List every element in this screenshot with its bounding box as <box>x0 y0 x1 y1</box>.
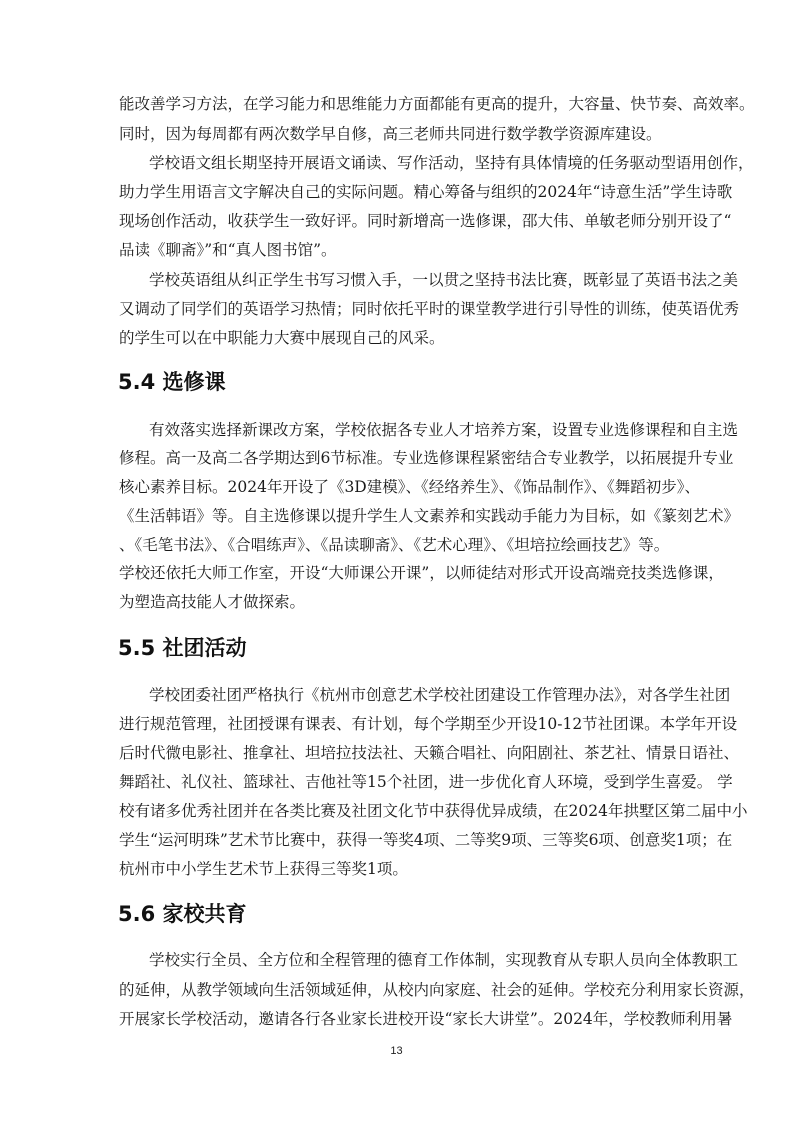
paragraph-line: 杭州市中小学生艺术节上获得三等奖1项。 <box>119 860 408 878</box>
section-heading-5-6: 5.6 家校共育 <box>118 902 247 926</box>
paragraph-line: 助力学生用语言文字解决自己的实际问题。精心筹备与组织的2024年“诗意生活”学生诗歌 <box>119 183 733 201</box>
paragraph-line: 为塑造高技能人才做探索。 <box>119 593 306 611</box>
paragraph-line: 品读《聊斋》”和“真人图书馆”。 <box>119 241 337 259</box>
paragraph-line: 核心素养目标。2024年开设了《3D建模》、《经络养生》、《饰品制作》、《舞蹈初步》、 <box>119 478 700 496</box>
paragraph-line: 学校团委社团严格执行《杭州市创意艺术学校社团建设工作管理办法》，对各学生社团 <box>149 686 731 704</box>
paragraph-line: 校有诸多优秀社团并在各类比赛及社团文化节中获得优异成绩，在2024年拱墅区第二届中小 <box>119 802 748 820</box>
paragraph-line: 有效落实选择新课改方案，学校依据各专业人才培养方案，设置专业选修课程和自主选 <box>149 421 739 439</box>
paragraph-line: 修程。高一及高二各学期达到6节标准。专业选修课程紧密结合专业教学，以拓展提升专业 <box>119 449 734 467</box>
paragraph-line: 开展家长学校活动，邀请各行各业家长进校开设“家长大讲堂”。2024年，学校教师利用暑 <box>119 1010 733 1028</box>
paragraph-line: 学生“运河明珠”艺术节比赛中，获得一等奖4项、二等奖9项、三等奖6项、创意奖1项；在 <box>119 831 733 849</box>
paragraph-line: 进行规范管理，社团授课有课表、有计划，每个学期至少开设10-12节社团课。本学年开设 <box>119 715 738 733</box>
paragraph-line: 又调动了同学们的英语学习热情；同时依托平时的课堂教学进行引导性的训练，使英语优秀 <box>119 300 740 318</box>
paragraph-line: 的学生可以在中职能力大赛中展现自己的风采。 <box>119 329 445 347</box>
section-heading-5-5: 5.5 社团活动 <box>118 636 247 660</box>
paragraph-line: 后时代微电影社、推拿社、坦培拉技法社、天籁合唱社、向阳剧社、茶艺社、情景日语社、 <box>119 744 740 762</box>
paragraph-line: 能改善学习方法，在学习能力和思维能力方面都能有更高的提升，大容量、快节奏、高效率。 <box>119 95 755 113</box>
paragraph-line: 学校英语组从纠正学生书写习惯入手，一以贯之坚持书法比赛，既彰显了英语书法之美 <box>149 271 739 289</box>
paragraph-line: 学校语文组长期坚持开展语文诵读、写作活动，坚持有具体情境的任务驱动型语用创作， <box>149 154 754 172</box>
paragraph-line: 的延伸，从教学领域向生活领域延伸，从校内向家庭、社会的延伸。学校充分利用家长资源， <box>119 981 755 999</box>
section-heading-5-4: 5.4 选修课 <box>118 370 226 394</box>
paragraph-line: 学校实行全员、全方位和全程管理的德育工作体制，实现教育从专职人员向全体教职工 <box>149 951 739 969</box>
page-number: 13 <box>390 1045 403 1057</box>
paragraph-line: 舞蹈社、礼仪社、篮球社、吉他社等15个社团，进一步优化育人环境，受到学生喜爱。 学 <box>119 773 733 791</box>
paragraph-line: 、《毛笔书法》、《合唱练声》、《品读聊斋》、《艺术心理》、《坦培拉绘画技艺》等。 <box>119 536 670 554</box>
paragraph-line: 学校还依托大师工作室，开设“大师课公开课”，以师徒结对形式开设高端竞技类选修课， <box>119 564 724 582</box>
paragraph-line: 现场创作活动，收获学生一致好评。同时新增高一选修课，邵大伟、单敏老师分别开设了“ <box>119 212 732 230</box>
paragraph-line: 同时，因为每周都有两次数学早自修，高三老师共同进行数学教学资源库建设。 <box>119 125 662 143</box>
paragraph-line: 《生活韩语》等。自主选修课以提升学生人文素养和实践动手能力为目标，如《篆刻艺术》 <box>119 507 740 525</box>
